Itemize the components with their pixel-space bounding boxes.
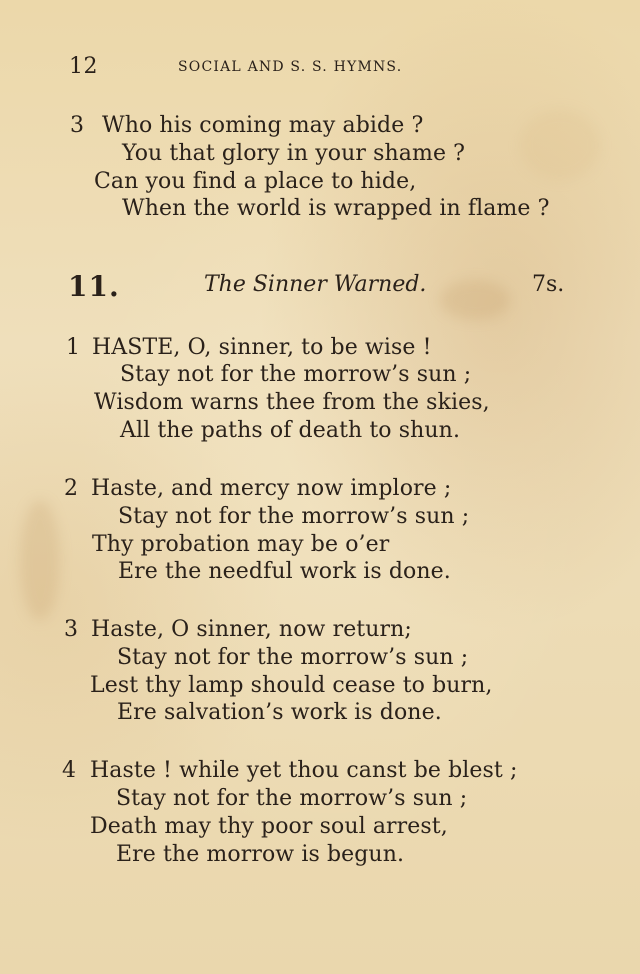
- hymn-line: When the world is wrapped in flame ?: [122, 196, 550, 221]
- stanza-number: 3: [70, 113, 84, 138]
- stanza-number: 2: [64, 476, 78, 501]
- hymn-line: Death may thy poor soul arrest,: [90, 814, 448, 839]
- hymn-line: Who his coming may abide ?: [102, 113, 424, 138]
- hymn-line: Stay not for the morrow’s sun ;: [120, 362, 472, 387]
- hymn-line: Can you find a place to hide,: [94, 169, 417, 194]
- hymn-line: Ere salvation’s work is done.: [117, 700, 442, 725]
- hymn-line: HASTE, O, sinner, to be wise !: [92, 335, 432, 360]
- paper-stain: [20, 500, 60, 620]
- hymn-line: Ere the morrow is begun.: [116, 842, 405, 867]
- hymn-title: The Sinner Warned.: [204, 272, 427, 297]
- stanza-number: 1: [66, 335, 80, 360]
- hymn-line: Stay not for the morrow’s sun ;: [118, 504, 470, 529]
- hymn-line: Lest thy lamp should cease to burn,: [90, 673, 493, 698]
- hymn-number: 11.: [68, 270, 120, 303]
- hymn-line: Thy probation may be o’er: [92, 532, 390, 557]
- hymn-line: Haste, O sinner, now return;: [91, 617, 412, 642]
- hymn-line: Stay not for the morrow’s sun ;: [117, 645, 469, 670]
- page-header: [0, 48, 640, 82]
- hymn-line: Haste ! while yet thou canst be blest ;: [90, 758, 518, 783]
- hymn-line: Stay not for the morrow’s sun ;: [116, 786, 468, 811]
- running-head: SOCIAL AND S. S. HYMNS.: [178, 59, 403, 75]
- stanza-number: 4: [62, 758, 76, 783]
- hymn-line: All the paths of death to shun.: [120, 418, 461, 443]
- stanza-number: 3: [64, 617, 78, 642]
- hymn-line: Haste, and mercy now implore ;: [91, 476, 452, 501]
- paper-stain: [520, 110, 600, 180]
- hymn-line: Wisdom warns thee from the skies,: [94, 390, 490, 415]
- paper-stain: [440, 280, 510, 320]
- hymn-meter: 7s.: [532, 272, 565, 297]
- hymn-line: Ere the needful work is done.: [118, 559, 451, 584]
- hymn-line: You that glory in your shame ?: [122, 141, 466, 166]
- page-number: 12: [69, 54, 98, 79]
